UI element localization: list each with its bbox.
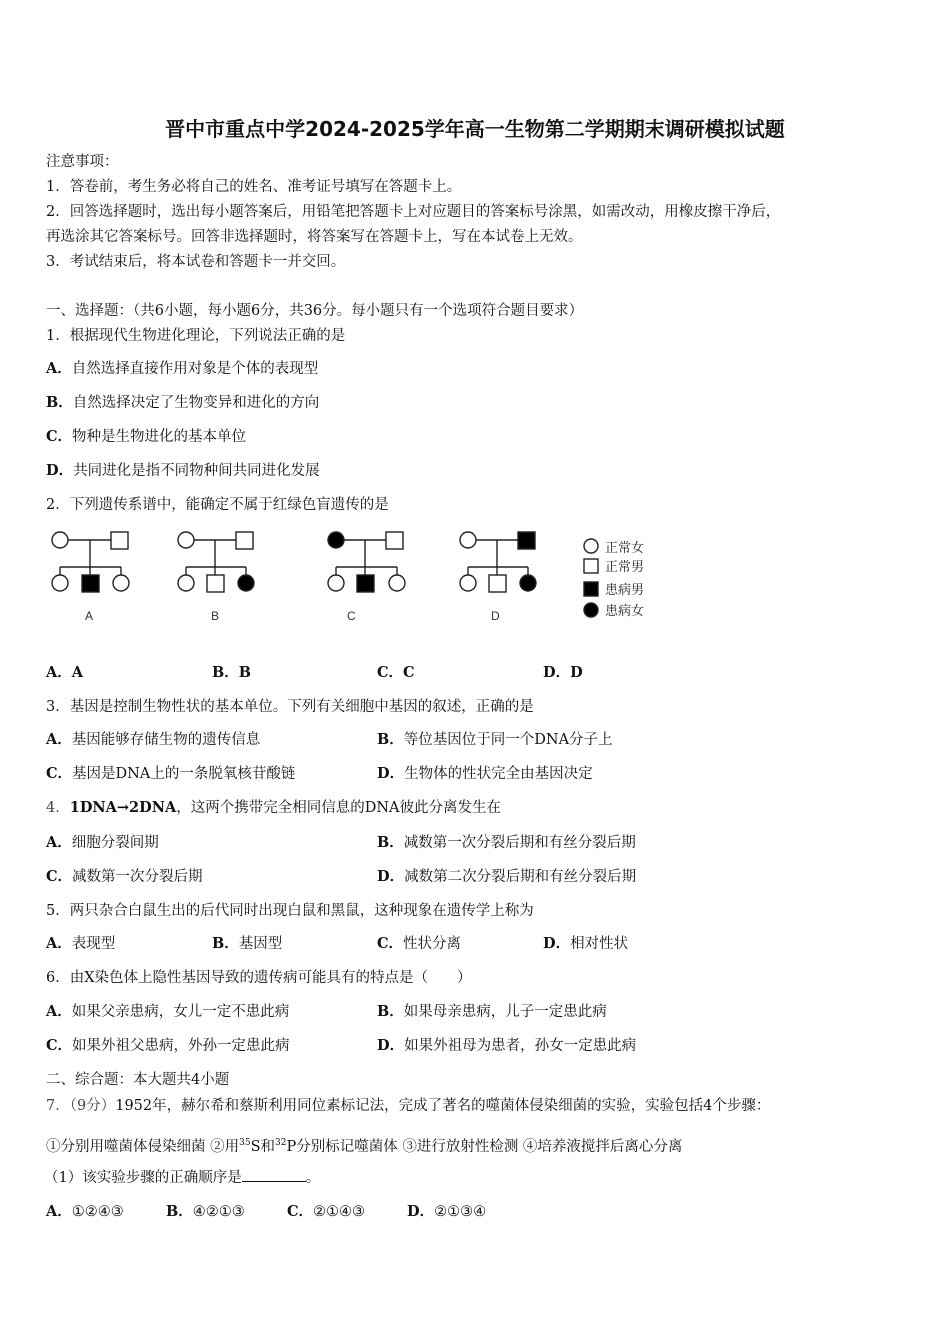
steps-text: P分别标记噬菌体 ③进行放射性检测 ④培养液搅拌后离心分离: [286, 1138, 683, 1155]
option-letter: A．: [46, 1003, 72, 1020]
question-4-option-a: [46, 833, 159, 853]
question-7-option-b: [166, 1202, 245, 1222]
pedigree-legend: [584, 539, 598, 617]
question-3-stem: 3．基因是控制生物性状的基本单位。下列有关细胞中基因的叙述，正确的是: [46, 699, 534, 715]
notice-item: 再选涂其它答案标号。回答非选择题时，将答案写在答题卡上，写在本试卷上无效。: [46, 229, 583, 245]
dna-formula: 1DNA→2DNA: [69, 799, 177, 816]
question-4-option-d: [377, 867, 636, 887]
option-letter: B．: [377, 731, 404, 748]
pedigree-label-a: A: [85, 609, 94, 623]
option-letter: D．: [543, 935, 571, 952]
option-letter: B．: [212, 935, 239, 952]
sub-question-end: 。: [305, 1170, 321, 1186]
question-1-option-c: [46, 427, 246, 447]
option-text: ②①③④: [434, 1204, 487, 1220]
question-2-option-d: [543, 663, 583, 683]
option-text: 生物体的性状完全由基因决定: [404, 766, 593, 782]
option-letter: D．: [46, 462, 74, 479]
option-text: D: [570, 664, 583, 681]
pedigree-c: [328, 532, 405, 592]
option-text: 减数第二次分裂后期和有丝分裂后期: [404, 869, 637, 885]
option-text: 如果外祖母为患者，孙女一定患此病: [404, 1038, 637, 1054]
stem-text: ，这两个携带完全相同信息的DNA彼此分离发生在: [176, 800, 502, 816]
option-text: 基因能够存储生物的遗传信息: [71, 732, 261, 748]
option-letter: A．: [46, 731, 72, 748]
option-letter: C．: [377, 664, 404, 681]
notice-heading: 注意事项：: [46, 154, 119, 170]
pedigree-label-d: D: [491, 609, 500, 623]
option-letter: C．: [46, 868, 73, 885]
stem-text: 1952年，赫尔希和蔡斯利用同位素标记法，完成了著名的噬菌体侵染细菌的实验，实验包括4个步骤：: [115, 1098, 771, 1114]
question-7-sub1: [44, 1167, 320, 1188]
question-4-option-c: [46, 867, 203, 887]
isotope-sup: 35: [239, 1138, 251, 1148]
option-letter: A．: [46, 360, 72, 377]
option-letter: D．: [377, 868, 405, 885]
option-letter: C．: [377, 935, 404, 952]
option-text: ②①④③: [313, 1204, 366, 1220]
option-letter: C．: [46, 428, 73, 445]
option-text: 自然选择决定了生物变异和进化的方向: [72, 395, 320, 411]
question-6-option-a: [46, 1002, 289, 1022]
question-2-option-a: [46, 663, 83, 683]
option-letter: B．: [212, 664, 239, 681]
question-3-option-c: [46, 764, 295, 784]
option-letter: B．: [377, 834, 404, 851]
option-text: 减数第一次分裂后期和有丝分裂后期: [403, 835, 636, 851]
option-letter: C．: [46, 1037, 73, 1054]
option-letter: B．: [377, 1003, 404, 1020]
option-text: 表现型: [71, 936, 116, 952]
question-7-steps: [46, 1133, 682, 1157]
question-7-option-c: [287, 1202, 365, 1222]
pedigree-d: [460, 532, 536, 592]
question-5-option-c: [377, 934, 461, 954]
legend-normal-female: 正常女: [605, 540, 645, 555]
question-2-option-b: [212, 663, 251, 683]
sub-question-text: （1）该实验步骤的正确顺序是: [44, 1170, 242, 1186]
question-6-option-d: [377, 1036, 636, 1056]
option-text: 如果外祖父患病，外孙一定患此病: [72, 1038, 290, 1054]
option-text: ④②①③: [192, 1204, 245, 1220]
question-2-stem: 2．下列遗传系谱中，能确定不属于红绿色盲遗传的是: [46, 497, 389, 513]
option-text: 基因是DNA上的一条脱氧核苷酸链: [72, 766, 296, 782]
question-5-option-d: [543, 934, 628, 954]
question-number: 4．: [46, 800, 70, 816]
pedigree-b: [178, 532, 254, 592]
steps-text: ①分别用噬菌体侵染细菌 ②用: [46, 1138, 240, 1155]
notice-item: 2．回答选择题时，选出每小题答案后，用铅笔把答题卡上对应题目的答案标号涂黑，如需改动，用橡皮擦干净后，: [46, 204, 781, 220]
option-text: 基因型: [238, 936, 283, 952]
question-5-option-a: [46, 934, 115, 954]
steps-text: S和: [250, 1138, 275, 1155]
question-1-option-b: [46, 393, 319, 413]
legend-affected-male: 患病男: [605, 582, 645, 597]
option-letter: D．: [377, 1037, 405, 1054]
legend-normal-male: 正常男: [605, 559, 645, 574]
option-text: 等位基因位于同一个DNA分子上: [403, 732, 613, 748]
section2-heading: 二、综合题：本大题共4小题: [46, 1072, 230, 1088]
question-6-option-b: [377, 1002, 607, 1022]
pedigree-label-c: C: [347, 609, 356, 623]
isotope-sup: 32: [275, 1138, 287, 1148]
question-6-option-c: [46, 1036, 290, 1056]
question-5-stem: 5．两只杂合白鼠生出的后代同时出现白鼠和黑鼠，这种现象在遗传学上称为: [46, 903, 534, 919]
question-1-option-d: [46, 461, 320, 481]
option-text: 性状分离: [403, 936, 462, 952]
option-text: 相对性状: [570, 936, 629, 952]
option-letter: D．: [543, 664, 571, 681]
option-letter: A．: [46, 1203, 72, 1220]
question-6-stem: 6．由X染色体上隐性基因导致的遗传病可能具有的特点是（ ）: [46, 970, 472, 986]
question-7-stem: [46, 1096, 770, 1116]
option-letter: D．: [407, 1203, 435, 1220]
option-text: 减数第一次分裂后期: [72, 869, 203, 885]
pedigree-a: [52, 532, 129, 592]
question-3-option-d: [377, 764, 593, 784]
notice-item: 3．考试结束后，将本试卷和答题卡一并交回。: [46, 254, 346, 270]
option-text: 如果母亲患病，儿子一定患此病: [403, 1004, 607, 1020]
option-letter: A．: [46, 664, 72, 681]
question-7-option-d: [407, 1202, 486, 1222]
option-text: ①②④③: [71, 1204, 124, 1220]
question-1-option-a: [46, 359, 318, 379]
option-text: A: [71, 664, 84, 681]
option-letter: A．: [46, 935, 72, 952]
section1-heading: 一、选择题：（共6小题，每小题6分，共36分。每小题只有一个选项符合题目要求）: [46, 303, 584, 319]
legend-affected-female: 患病女: [605, 603, 645, 618]
option-letter: D．: [377, 765, 405, 782]
question-4-option-b: [377, 833, 636, 853]
option-text: B: [238, 664, 252, 681]
option-letter: B．: [46, 394, 73, 411]
option-text: 细胞分裂间期: [71, 835, 159, 851]
option-text: 如果父亲患病，女儿一定不患此病: [71, 1004, 290, 1020]
question-score: （9分）: [69, 1098, 116, 1114]
option-letter: C．: [287, 1203, 314, 1220]
question-number: 7．: [46, 1098, 70, 1114]
question-2-option-c: [377, 663, 415, 683]
option-letter: A．: [46, 834, 72, 851]
question-7-option-a: [46, 1202, 124, 1222]
notice-item: 1．答卷前，考生务必将自己的姓名、准考证号填写在答题卡上。: [46, 179, 462, 195]
option-letter: B．: [166, 1203, 193, 1220]
question-3-option-b: [377, 730, 613, 750]
option-text: 共同进化是指不同物种间共同进化发展: [73, 463, 320, 479]
pedigree-label-b: B: [211, 609, 220, 623]
option-text: 物种是生物进化的基本单位: [72, 429, 247, 445]
question-4-stem: [46, 798, 501, 818]
question-5-option-b: [212, 934, 282, 954]
option-text: C: [403, 664, 415, 681]
page-title: 晋中市重点中学2024-2025学年高一生物第二学期期末调研模拟试题: [165, 117, 785, 141]
question-3-option-a: [46, 730, 260, 750]
option-letter: C．: [46, 765, 73, 782]
answer-blank[interactable]: [242, 1167, 306, 1182]
pedigree-figure: [40, 525, 680, 630]
question-1-stem: 1．根据现代生物进化理论，下列说法正确的是: [46, 328, 346, 344]
option-text: 自然选择直接作用对象是个体的表现型: [71, 361, 319, 377]
